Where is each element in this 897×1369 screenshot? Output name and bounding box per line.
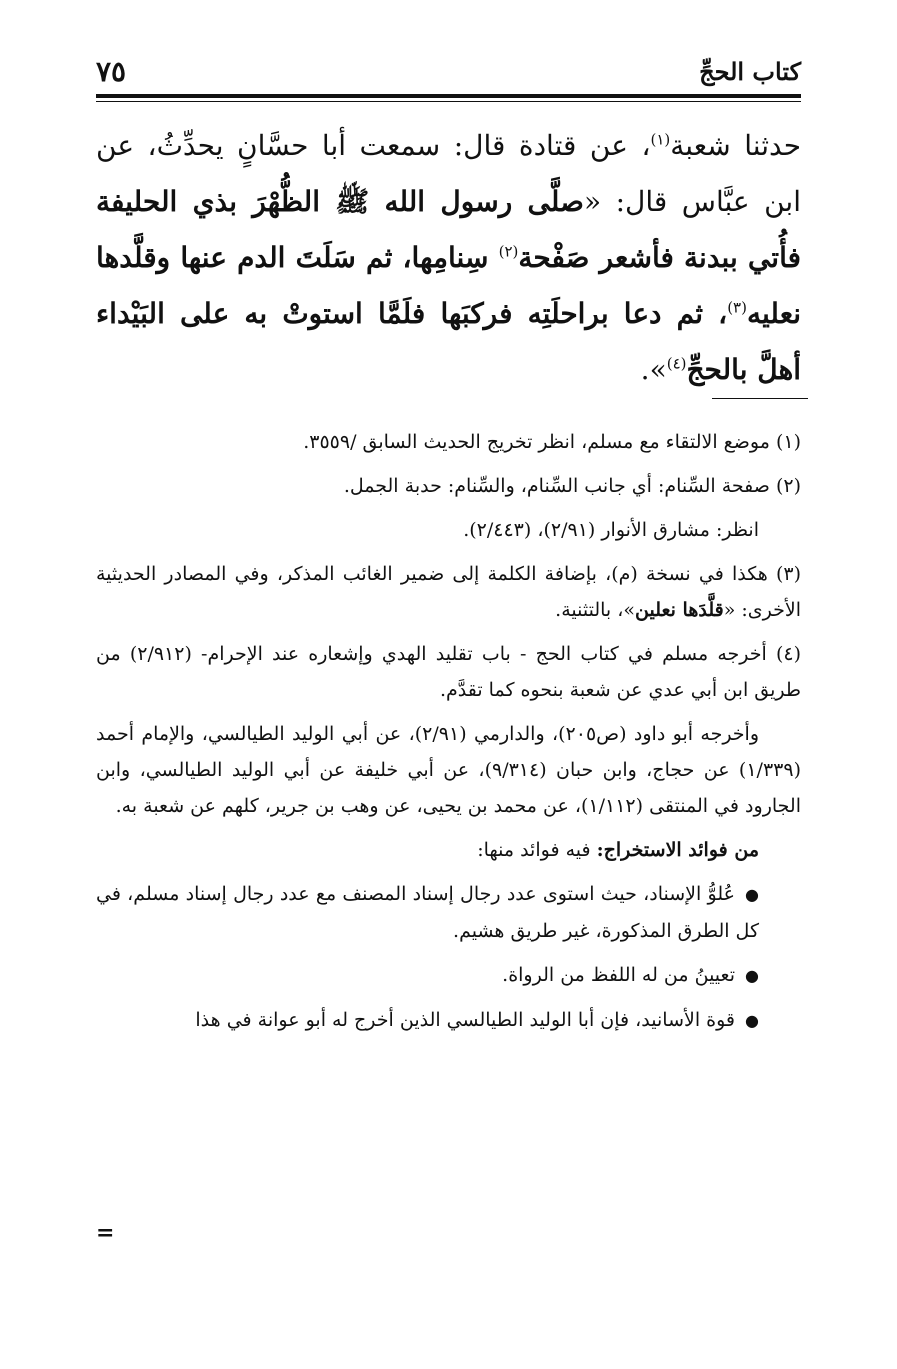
bullet-text: تعيينُ من له اللفظ من الرواة. [502, 964, 735, 986]
bullet-icon: ● [745, 885, 759, 904]
continuation-mark: = [96, 1220, 115, 1246]
hadith-text-3: ، ثم دعا براحلَتِه فركبَها فلَمَّا استوتْ به على البَيْداء أهلَّ بالحجِّ [96, 297, 801, 386]
footnote-separator [712, 398, 808, 399]
footnote-3-bold: قلَّدَها نعلين [635, 599, 724, 621]
hadith-end: ». [640, 353, 667, 386]
bullet-text: قوة الأسانيد، فإن أبا الوليد الطيالسي الذين أخرج له أبو عوانة في هذا [195, 1009, 735, 1031]
bullet-item [96, 957, 801, 994]
bullet-item [96, 876, 801, 949]
footnote-ref-4: (٤) [666, 354, 687, 373]
narration-start: حدثنا شعبة [670, 129, 802, 162]
footnote-3-end: »، بالتثنية. [555, 599, 635, 621]
bullet-text: عُلوُّ الإسناد، حيث استوى عدد رجال إسناد المصنف مع عدد رجال إسناد مسلم، في كل الطرق المذكورة، غير طريق هشيم. [96, 883, 759, 942]
footnote-1: (١) موضع الالتقاء مع مسلم، انظر تخريج الحديث السابق /٣٥٥٩. [303, 431, 801, 453]
footnote-ref-3: (٣) [727, 298, 747, 317]
running-head: كتاب الحجِّ [699, 57, 801, 86]
hadith-text-1: صلَّى رسول الله ﷺ الظُّهْرَ بذي الحليفة فأُتي ببدنة فأشعر صَفْحة [96, 185, 801, 274]
main-text [96, 118, 801, 398]
benefits-intro: فيه فوائد منها: [477, 839, 597, 861]
footnote-ref-1: (١) [650, 130, 671, 149]
hadith-paragraph [96, 118, 801, 398]
narration-chain: ، عن قتادة قال: سمعت أبا حسَّانٍ يحدِّثُ، عن ابن عبَّاس قال: « [96, 129, 802, 218]
page-number: ٧٥ [96, 55, 127, 88]
bullet-icon: ● [745, 966, 759, 985]
benefits-heading [96, 832, 801, 868]
bullet-item [96, 1002, 801, 1039]
header-rule-thin [96, 101, 801, 102]
footnote-2-continued: انظر: مشارق الأنوار (٢/٩١)، (٢/٤٤٣). [463, 519, 759, 541]
footnote-3-text: (٣) هكذا في نسخة (م)، بإضافة الكلمة إلى ضمير الغائب المذكر، وفي المصادر الحديثية الأخرى: « [96, 563, 801, 621]
footnote-ref-2: (٢) [498, 242, 519, 261]
bullet-icon: ● [745, 1011, 759, 1030]
footnote-4-paragraph: وأخرجه أبو داود (ص٢٠٥)، والدارمي (٢/٩١)، عن أبي الوليد الطيالسي، والإمام أحمد (١/٣٣٩) عن حجاج، وابن حبان (٩/٣١٤)، عن أبي خليفة عن أبي الوليد الطيالسي، وابن الجارود في المنتقى (١/١١٢)، عن محمد بن يحيى، عن وهب بن جرير، كلهم عن شعبة به. [96, 723, 801, 817]
footnote-2: (٢) صفحة السِّنام: أي جانب السِّنام، والسِّنام: حدبة الجمل. [343, 475, 801, 497]
header-rule-thick [96, 94, 801, 98]
benefits-label: من فوائد الاستخراج: [596, 839, 759, 861]
page-header [96, 55, 801, 95]
footnote-3 [96, 556, 801, 628]
footnotes [96, 424, 801, 1047]
footnote-4: (٤) أخرجه مسلم في كتاب الحج - باب تقليد الهدي وإشعاره عند الإحرام- (٢/٩١٢) من طريق ابن أبي عدي عن شعبة بنحوه كما تقدَّم. [96, 643, 801, 701]
hadith-text-2: سِنامِها، ثم سَلَتَ الدم عنها وقلَّدها نعليه [96, 241, 801, 330]
